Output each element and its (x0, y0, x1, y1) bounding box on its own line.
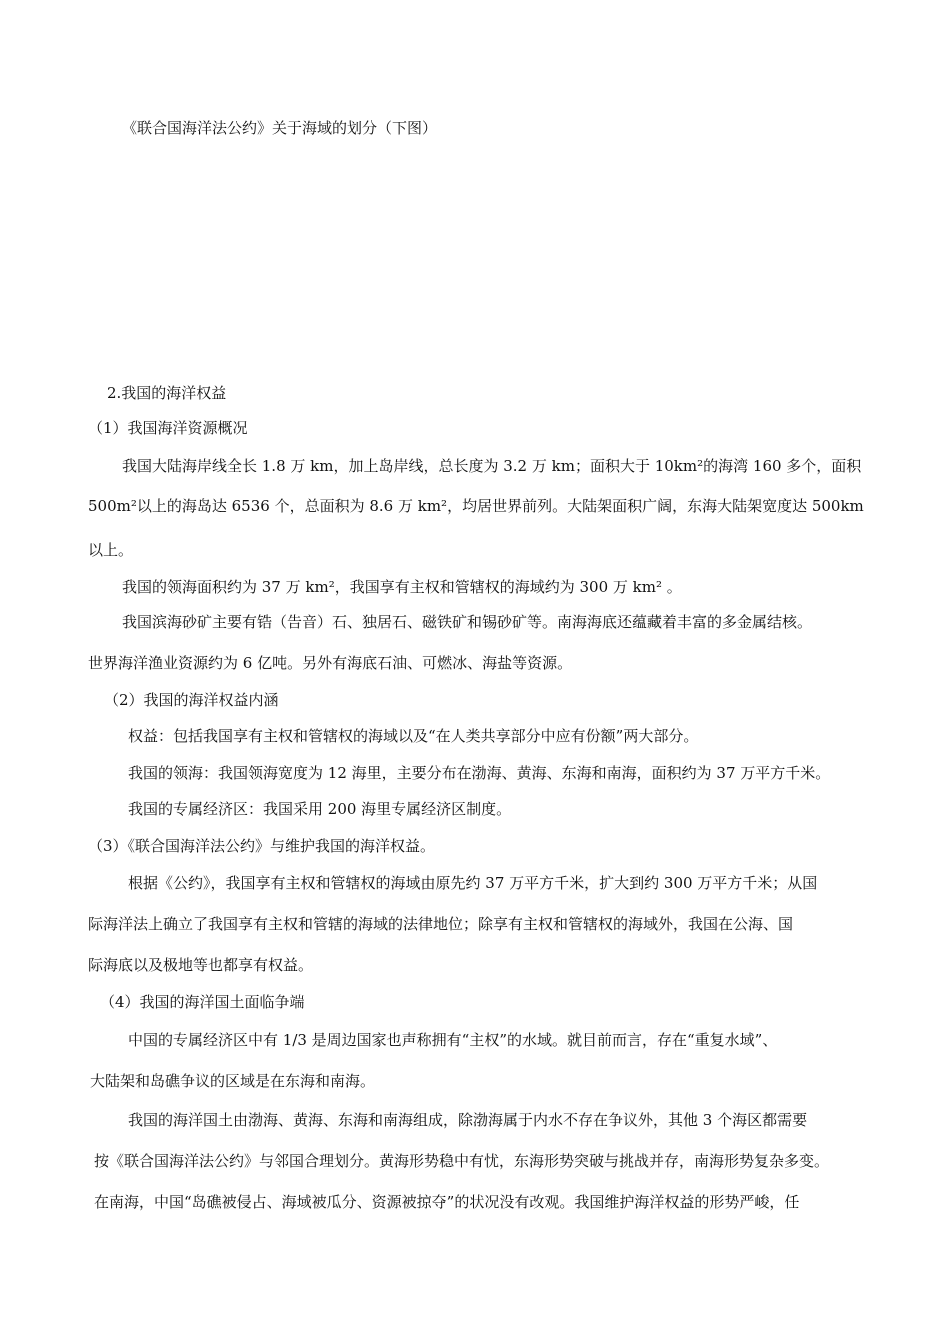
figure-caption: 《联合国海洋法公约》关于海域的划分（下图） (122, 119, 438, 137)
paragraph-line: 以上。 (88, 541, 134, 559)
paragraph-line: 我国滨海砂矿主要有锆（告音）石、独居石、磁铁矿和锡砂矿等。南海海底还蕴藏着丰富的多金属结核。 (122, 613, 813, 631)
paragraph-line: 根据《公约》，我国享有主权和管辖权的海域由原先约 37 万平方千米，扩大到约 300 万平方千米；从国 (128, 874, 818, 892)
subsection-heading: （3）《联合国海洋法公约》与维护我国的海洋权益。 (88, 837, 436, 855)
paragraph-line: 我国大陆海岸线全长 1.8 万 km，加上岛岸线，总长度为 3.2 万 km；面积大于 10km²的海湾 160 多个，面积 (122, 457, 862, 475)
paragraph-line: 在南海，中国“岛礁被侵占、海域被瓜分、资源被掠夺”的状况没有改观。我国维护海洋权益的形势严峻，任 (94, 1193, 800, 1211)
paragraph-line: 大陆架和岛礁争议的区域是在东海和南海。 (90, 1072, 376, 1090)
paragraph-line: 500m²以上的海岛达 6536 个，总面积为 8.6 万 km²，均居世界前列。大陆架面积广阔，东海大陆架宽度达 500km (88, 497, 864, 515)
paragraph-line: 中国的专属经济区中有 1/3 是周边国家也声称拥有“主权”的水域。就目前而言，存在“重复水域”、 (128, 1031, 778, 1049)
subsection-heading: （2）我国的海洋权益内涵 (104, 691, 279, 709)
paragraph-line: 我国的领海面积约为 37 万 km²，我国享有主权和管辖权的海域约为 300 万 km² 。 (122, 578, 682, 596)
section-heading: 2.我国的海洋权益 (107, 384, 227, 402)
subsection-heading: （1）我国海洋资源概况 (88, 419, 248, 437)
subsection-heading: （4）我国的海洋国土面临争端 (100, 993, 305, 1011)
paragraph-line: 按《联合国海洋法公约》与邻国合理划分。黄海形势稳中有忧，东海形势突破与挑战并存，南海形势复杂多变。 (94, 1152, 830, 1170)
paragraph-line: 际海底以及极地等也都享有权益。 (88, 956, 314, 974)
paragraph-line: 我国的领海：我国领海宽度为 12 海里，主要分布在渤海、黄海、东海和南海，面积约为 37 万平方千米。 (128, 764, 831, 782)
paragraph-line: 世界海洋渔业资源约为 6 亿吨。另外有海底石油、可燃冰、海盐等资源。 (88, 654, 573, 672)
paragraph-line: 我国的专属经济区：我国采用 200 海里专属经济区制度。 (128, 800, 512, 818)
paragraph-line: 权益：包括我国享有主权和管辖权的海域以及“在人类共享部分中应有份额”两大部分。 (128, 727, 699, 745)
paragraph-line: 我国的海洋国土由渤海、黄海、东海和南海组成，除渤海属于内水不存在争议外，其他 3 个海区都需要 (128, 1111, 808, 1129)
paragraph-line: 际海洋法上确立了我国享有主权和管辖的海域的法律地位；除享有主权和管辖权的海域外，我国在公海、国 (88, 915, 794, 933)
